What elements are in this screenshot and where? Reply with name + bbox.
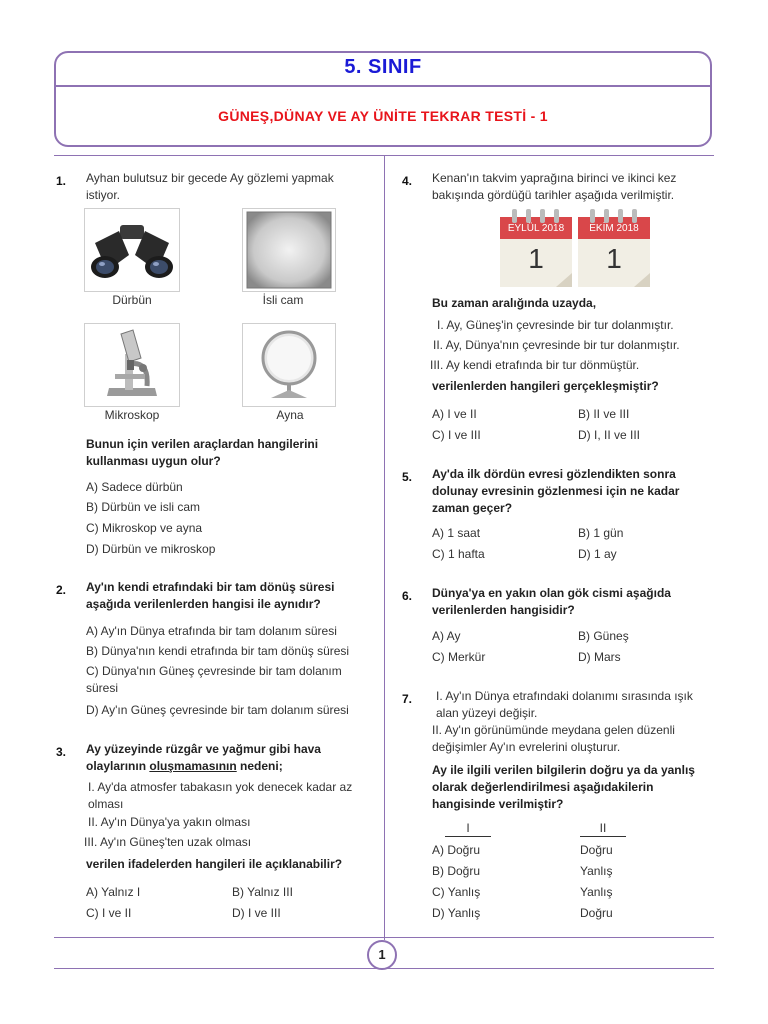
- smoked-glass-icon: [243, 209, 335, 291]
- q1-option-d[interactable]: D) Dürbün ve mikroskop: [86, 542, 216, 556]
- q7-number: 7.: [402, 692, 413, 706]
- q5-option-d[interactable]: D) 1 ay: [578, 547, 617, 561]
- q4-lead: Bu zaman aralığında uzayda,: [432, 296, 597, 310]
- q3-option-c[interactable]: C) I ve II: [86, 906, 132, 920]
- q5-option-c[interactable]: C) 1 hafta: [432, 547, 485, 561]
- q7-option-b-second: Yanlış: [580, 864, 613, 878]
- binoculars-image: [84, 208, 180, 292]
- q2-option-d[interactable]: D) Ay'ın Güneş çevresinde bir tam dolanım süresi: [86, 703, 349, 717]
- q2-text: Ay'ın kendi etrafındaki bir tam dönüş süresi aşağıda verilenlerden hangisi ile aynıdır?: [86, 580, 335, 611]
- q7-option-c-second: Yanlış: [580, 885, 613, 899]
- q2-option-c[interactable]: C) Dünya'nın Güneş çevresinde bir tam dolanım süresi: [86, 664, 342, 695]
- q7-item-2: II. Ay'ın görünümünde meydana gelen düzenli değişimler Ay'ın evrelerini oluşturur.: [432, 723, 675, 754]
- q3-option-b[interactable]: B) Yalnız III: [232, 885, 293, 899]
- q1-text: Ayhan bulutsuz bir gecede Ay gözlemi yapmak istiyor.: [86, 171, 334, 202]
- q3-item-1: I. Ay'da atmosfer tabakasın yok denecek kadar az olması: [88, 780, 353, 811]
- q2-option-b[interactable]: B) Dünya'nın kendi etrafında bir tam dönüş süresi: [86, 644, 350, 658]
- q5-text: Ay'da ilk dördün evresi gözlendikten sonra dolunay evresinin gözlenmesi için ne kadar zaman geçer?: [432, 467, 680, 515]
- q1-caption-mirror: Ayna: [276, 408, 304, 422]
- q4-item-2: II. Ay, Dünya'nın çevresinde bir tur dolanmıştır.: [433, 338, 680, 352]
- q7-question: Ay ile ilgili verilen bilgilerin doğru ya da yanlış olarak değerlendirilmesi aşağıdakilerin hangisinde verilmiştir?: [432, 763, 695, 811]
- q4-option-c[interactable]: C) I ve III: [432, 428, 481, 442]
- smoked-glass-image: [242, 208, 336, 292]
- q4-text: Kenan'ın takvim yaprağına birinci ve ikinci kez bakışında gördüğü tarihler aşağıda verilmiştir.: [432, 171, 677, 202]
- header-divider: [56, 85, 710, 87]
- q4-option-b[interactable]: B) II ve III: [578, 407, 630, 421]
- calendar-oct-day: 1: [606, 243, 622, 274]
- q3-option-a[interactable]: A) Yalnız I: [86, 885, 141, 899]
- q3-item-2: II. Ay'ın Dünya'ya yakın olması: [88, 815, 251, 829]
- q6-option-a[interactable]: A) Ay: [432, 629, 461, 643]
- q3-number: 3.: [56, 745, 67, 759]
- q7-col-header-1: I: [445, 821, 491, 837]
- q5-option-b[interactable]: B) 1 gün: [578, 526, 624, 540]
- q1-caption-smoked-glass: İsli cam: [262, 293, 304, 307]
- mirror-image: [242, 323, 336, 407]
- q7-option-b[interactable]: B) Doğru: [432, 864, 481, 878]
- q3-text-b: nedeni;: [236, 759, 283, 773]
- q6-number: 6.: [402, 589, 413, 603]
- q5-number: 5.: [402, 470, 413, 484]
- q7-option-c[interactable]: C) Yanlış: [432, 885, 481, 899]
- q4-question: verilenlerden hangileri gerçekleşmiştir?: [432, 379, 659, 393]
- q6-option-b[interactable]: B) Güneş: [578, 629, 629, 643]
- test-title: GÜNEŞ,DÜNAY VE AY ÜNİTE TEKRAR TESTİ - 1: [218, 108, 548, 124]
- q2-number: 2.: [56, 583, 67, 597]
- calendar-sept: [500, 207, 572, 287]
- q3-text-a: Ay yüzeyinde rüzgâr ve yağmur gibi hava olaylarının: [86, 742, 321, 773]
- q3-item-3: III. Ay'ın Güneş'ten uzak olması: [84, 835, 252, 849]
- binoculars-icon: [85, 209, 179, 291]
- microscope-icon: [85, 324, 179, 406]
- q1-caption-binoculars: Dürbün: [112, 293, 152, 307]
- q7-option-d[interactable]: D) Yanlış: [432, 906, 481, 920]
- calendar-oct: [578, 207, 650, 287]
- q7-col-header-2: II: [580, 821, 626, 837]
- microscope-image: [84, 323, 180, 407]
- q3-option-d[interactable]: D) I ve III: [232, 906, 281, 920]
- q4-item-1: I. Ay, Güneş'in çevresinde bir tur dolanmıştır.: [437, 318, 674, 332]
- q1-number: 1.: [56, 174, 67, 188]
- q4-number: 4.: [402, 174, 413, 188]
- page-number: 1: [367, 940, 397, 970]
- bottom-divider: [54, 937, 714, 938]
- q3-question: verilen ifadelerden hangileri ile açıklanabilir?: [86, 857, 343, 871]
- q6-text: Dünya'ya en yakın olan gök cismi aşağıda verilenlerden hangisidir?: [432, 586, 671, 617]
- q4-item-3: III. Ay kendi etrafında bir tur dönmüştür.: [430, 358, 640, 372]
- q1-option-c[interactable]: C) Mikroskop ve ayna: [86, 521, 203, 535]
- q1-caption-microscope: Mikroskop: [104, 408, 160, 422]
- q1-option-b[interactable]: B) Dürbün ve isli cam: [86, 500, 201, 514]
- calendar-sept-month: EYLÜL 2018: [507, 223, 565, 234]
- q3-text-underlined: oluşmamasının: [149, 759, 237, 773]
- q4-option-a[interactable]: A) I ve II: [432, 407, 477, 421]
- q6-option-d[interactable]: D) Mars: [578, 650, 621, 664]
- q7-option-a[interactable]: A) Doğru: [432, 843, 481, 857]
- header-box: [54, 51, 712, 147]
- column-divider: [384, 155, 385, 940]
- q7-option-a-second: Doğru: [580, 843, 613, 857]
- grade-title: 5. SINIF: [344, 56, 422, 78]
- q1-option-a[interactable]: A) Sadece dürbün: [86, 480, 183, 494]
- q1-question: Bunun için verilen araçlardan hangilerini kullanması uygun olur?: [86, 437, 319, 468]
- q4-option-d[interactable]: D) I, II ve III: [578, 428, 641, 442]
- q3-text: [86, 741, 368, 775]
- q7-item-1: I. Ay'ın Dünya etrafındaki dolanımı sırasında ışık alan yüzeyi değişir.: [436, 689, 693, 720]
- q2-option-a[interactable]: A) Ay'ın Dünya etrafında bir tam dolanım süresi: [86, 624, 337, 638]
- calendar-oct-month: EKİM 2018: [589, 223, 639, 234]
- mirror-icon: [243, 324, 335, 406]
- q5-option-a[interactable]: A) 1 saat: [432, 526, 481, 540]
- q7-option-d-second: Doğru: [580, 906, 613, 920]
- calendar-sept-day: 1: [528, 243, 544, 274]
- q6-option-c[interactable]: C) Merkür: [432, 650, 486, 664]
